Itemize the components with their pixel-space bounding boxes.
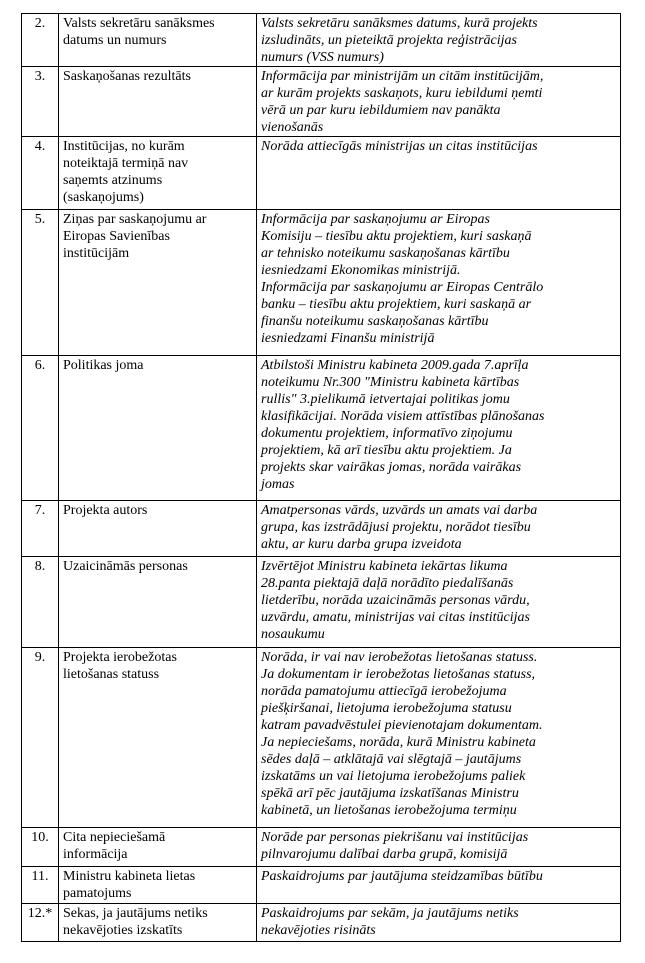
table-row (22, 904, 621, 942)
row-number-cell (22, 356, 59, 501)
requirements-table (21, 13, 621, 942)
field-description: Paskaidrojums par jautājuma steidzamības būtību (261, 869, 543, 884)
field-name: Sekas, ja jautājums netiks nekavējoties izskatīts (63, 906, 208, 938)
row-number-cell (22, 904, 59, 942)
field-name-cell (59, 356, 257, 501)
field-description-cell (257, 867, 621, 904)
row-number: 4. (34, 139, 46, 154)
row-number: 5. (34, 212, 46, 227)
field-name: Politikas joma (63, 358, 144, 373)
row-number: 12.* (27, 906, 53, 921)
row-number-cell (22, 210, 59, 356)
row-number-cell (22, 501, 59, 557)
row-number-cell (22, 137, 59, 210)
field-name-cell (59, 14, 257, 67)
field-description: Paskaidrojums par sekām, ja jautājums netiks nekavējoties risināts (261, 906, 519, 938)
field-description: Informācija par ministrijām un citām institūcijām, ar kurām projekts saskaņots, kuru iebildumi ņemti vērā un par kuru iebildumiem nav panākta vienošanās (261, 69, 544, 135)
field-description-cell (257, 501, 621, 557)
row-number: 8. (34, 559, 46, 574)
table-row (22, 867, 621, 904)
row-number-cell (22, 828, 59, 867)
field-name: Ministru kabineta lietas pamatojums (63, 869, 196, 901)
field-description-cell (257, 828, 621, 867)
field-name: Uzaicināmās personas (63, 559, 188, 574)
field-name-cell (59, 648, 257, 828)
field-description: Norāda, ir vai nav ierobežotas lietošanas statuss. Ja dokumentam ir ierobežotas lietošanas statuss, norāda pamatojumu attiecīgā ierobežojuma piešķiršanai, lietojuma ierobežojuma statusu katram pavadvēstulei pievienotajam dokumentam. Ja nepieciešams, norāda, kurā Ministru kabineta sēdes daļā – atklātajā vai slēgtajā – jautājums izskatāms un vai lietojuma ierobežojums paliek spēkā arī pēc jautājuma izskatīšanas Ministru kabinetā, un lietošanas ierobežojuma termiņu (261, 650, 543, 818)
field-description-cell (257, 67, 621, 137)
field-description-cell (257, 904, 621, 942)
field-description: Izvērtējot Ministru kabineta iekārtas likuma 28.panta piektajā daļā norādīto piedalīšanās lietderību, norāda uzaicināmās personas vārdu, uzvārdu, amatu, ministrijas vai citas institūcijas nosaukumu (261, 559, 530, 642)
field-name-cell (59, 137, 257, 210)
table-row (22, 557, 621, 648)
field-name: Ziņas par saskaņojumu ar Eiropas Savienības institūcijām (63, 212, 207, 261)
table-row (22, 137, 621, 210)
field-description: Amatpersonas vārds, uzvārds un amats vai darba grupa, kas izstrādājusi projektu, norādot tiesību aktu, ar kuru darba grupa izveidota (261, 503, 538, 552)
field-description: Atbilstoši Ministru kabineta 2009.gada 7.aprīļa noteikumu Nr.300 "Ministru kabineta kārtības rullis" 3.pielikumā ietvertajai politikas jomu klasifikācijai. Norāda visiem attīstības plānošanas dokumentu projektiem, informatīvo ziņojumu projektiem, kā arī tiesību aktu projektiem. Ja projekts skar vairākas jomas, norāda vairākas jomas (261, 358, 545, 492)
table-row (22, 14, 621, 67)
row-number-cell (22, 648, 59, 828)
table-row (22, 67, 621, 137)
row-number-cell (22, 14, 59, 67)
field-description-cell (257, 210, 621, 356)
row-number-cell (22, 557, 59, 648)
field-name-cell (59, 904, 257, 942)
field-name: Saskaņošanas rezultāts (63, 69, 191, 84)
field-name: Institūcijas, no kurām noteiktajā termiņā nav saņemts atzinums (saskaņojums) (63, 139, 189, 205)
field-name-cell (59, 67, 257, 137)
field-description: Norāde par personas piekrišanu vai institūcijas pilnvarojumu dalībai darba grupā, komisijā (261, 830, 529, 862)
row-number: 7. (34, 503, 46, 518)
field-description-cell (257, 648, 621, 828)
field-description-cell (257, 557, 621, 648)
field-description-cell (257, 356, 621, 501)
table-row (22, 828, 621, 867)
row-number: 9. (34, 650, 46, 665)
row-number: 6. (34, 358, 46, 373)
field-name-cell (59, 557, 257, 648)
field-name-cell (59, 828, 257, 867)
row-number: 11. (31, 869, 49, 884)
table-row (22, 501, 621, 557)
table-row (22, 210, 621, 356)
field-description: Valsts sekretāru sanāksmes datums, kurā projekts izsludināts, un pieteiktā projekta reģistrācijas numurs (VSS numurs) (261, 16, 538, 65)
field-description-cell (257, 137, 621, 210)
row-number-cell (22, 867, 59, 904)
field-description: Norāda attiecīgās ministrijas un citas institūcijas (261, 139, 538, 154)
row-number: 2. (34, 16, 46, 31)
field-name-cell (59, 210, 257, 356)
row-number: 3. (34, 69, 46, 84)
field-description: Informācija par saskaņojumu ar Eiropas Komisiju – tiesību aktu projektiem, kuri saskaņā ar tehnisko noteikumu saskaņošanas kārtību iesniedzami Ekonomikas ministrijā. Informācija par saskaņojumu ar Eiropas Centrālo banku – tiesību aktu projektiem, kuri saskaņā ar finanšu noteikumu saskaņošanas kārtību iesniedzami Finanšu ministrijā (261, 212, 544, 346)
field-description-cell (257, 14, 621, 67)
table-row (22, 356, 621, 501)
field-name-cell (59, 501, 257, 557)
row-number: 10. (31, 830, 49, 845)
field-name: Projekta autors (63, 503, 148, 518)
field-name-cell (59, 867, 257, 904)
field-name: Cita nepieciešamā informācija (63, 830, 166, 862)
table-row (22, 648, 621, 828)
field-name: Valsts sekretāru sanāksmes datums un numurs (63, 16, 215, 48)
field-name: Projekta ierobežotas lietošanas statuss (63, 650, 177, 682)
row-number-cell (22, 67, 59, 137)
